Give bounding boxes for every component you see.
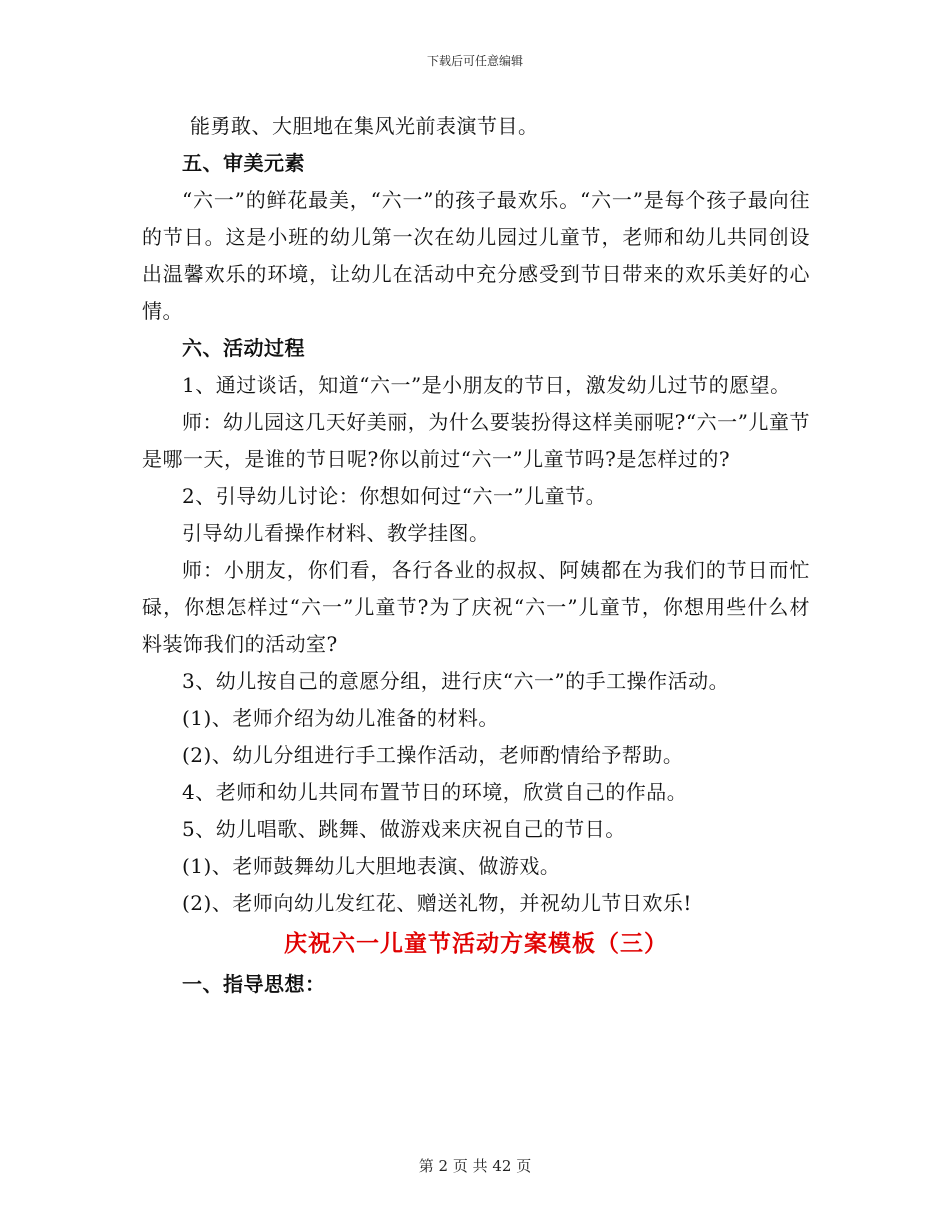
heading-guiding-ideology: 一、指导思想： [182,972,326,996]
step-3-sub-2: (2)、幼儿分组进行手工操作活动，老师酌情给予帮助。 [182,743,684,767]
step-2: 2、引导幼儿讨论：你想如何过“六一”儿童节。 [182,484,607,508]
step-3: 3、幼儿按自己的意愿分组，进行庆“六一”的手工操作活动。 [182,669,730,693]
page-footer: 第 2 页 共 42 页 [418,1157,532,1175]
paragraph-continuation: 能勇敢、大胆地在集风光前表演节目。 [190,114,539,138]
step-3-sub-1: (1)、老师介绍为幼儿准备的材料。 [182,706,499,730]
teacher-dialogue-2: 师：小朋友，你们看，各行各业的叔叔、阿姨都在为我们的节日而忙碌，你想怎样过“六一”儿童节?为了庆祝“六一”儿童节，你想用些什么材料装饰我们的活动室? [142,558,810,656]
guide-materials: 引导幼儿看操作材料、教学挂图。 [182,521,490,545]
step-5-sub-1: (1)、老师鼓舞幼儿大胆地表演、做游戏。 [182,854,561,878]
heading-aesthetic-elements: 五、审美元素 [182,151,305,175]
page-header: 下载后可任意编辑 [426,54,523,68]
heading-activity-process: 六、活动过程 [182,336,305,360]
teacher-dialogue-1: 师：幼儿园这几天好美丽，为什么要装扮得这样美丽呢?“六一”儿童节是哪一天，是谁的节日呢?你以前过“六一”儿童节吗?是怎样过的? [142,410,810,471]
step-5: 5、幼儿唱歌、跳舞、做游戏来庆祝自己的节日。 [182,817,626,841]
paragraph-aesthetic: “六一”的鲜花最美，“六一”的孩子最欢乐。“六一”是每个孩子最向往的节日。这是小班的幼儿第一次在幼儿园过儿童节，老师和幼儿共同创设出温馨欢乐的环境，让幼儿在活动中充分感受到节日带来的欢乐美好的心情。 [142,188,810,323]
step-5-sub-2: (2)、老师向幼儿发红花、赠送礼物，并祝幼儿节日欢乐! [182,891,692,915]
step-1: 1、通过谈话，知道“六一”是小朋友的节日，激发幼儿过节的愿望。 [182,373,791,397]
step-4: 4、老师和幼儿共同布置节日的环境，欣赏自己的作品。 [182,780,688,804]
document-body [142,108,810,1003]
section-title: 庆祝六一儿童节活动方案模板（三） [284,930,668,957]
